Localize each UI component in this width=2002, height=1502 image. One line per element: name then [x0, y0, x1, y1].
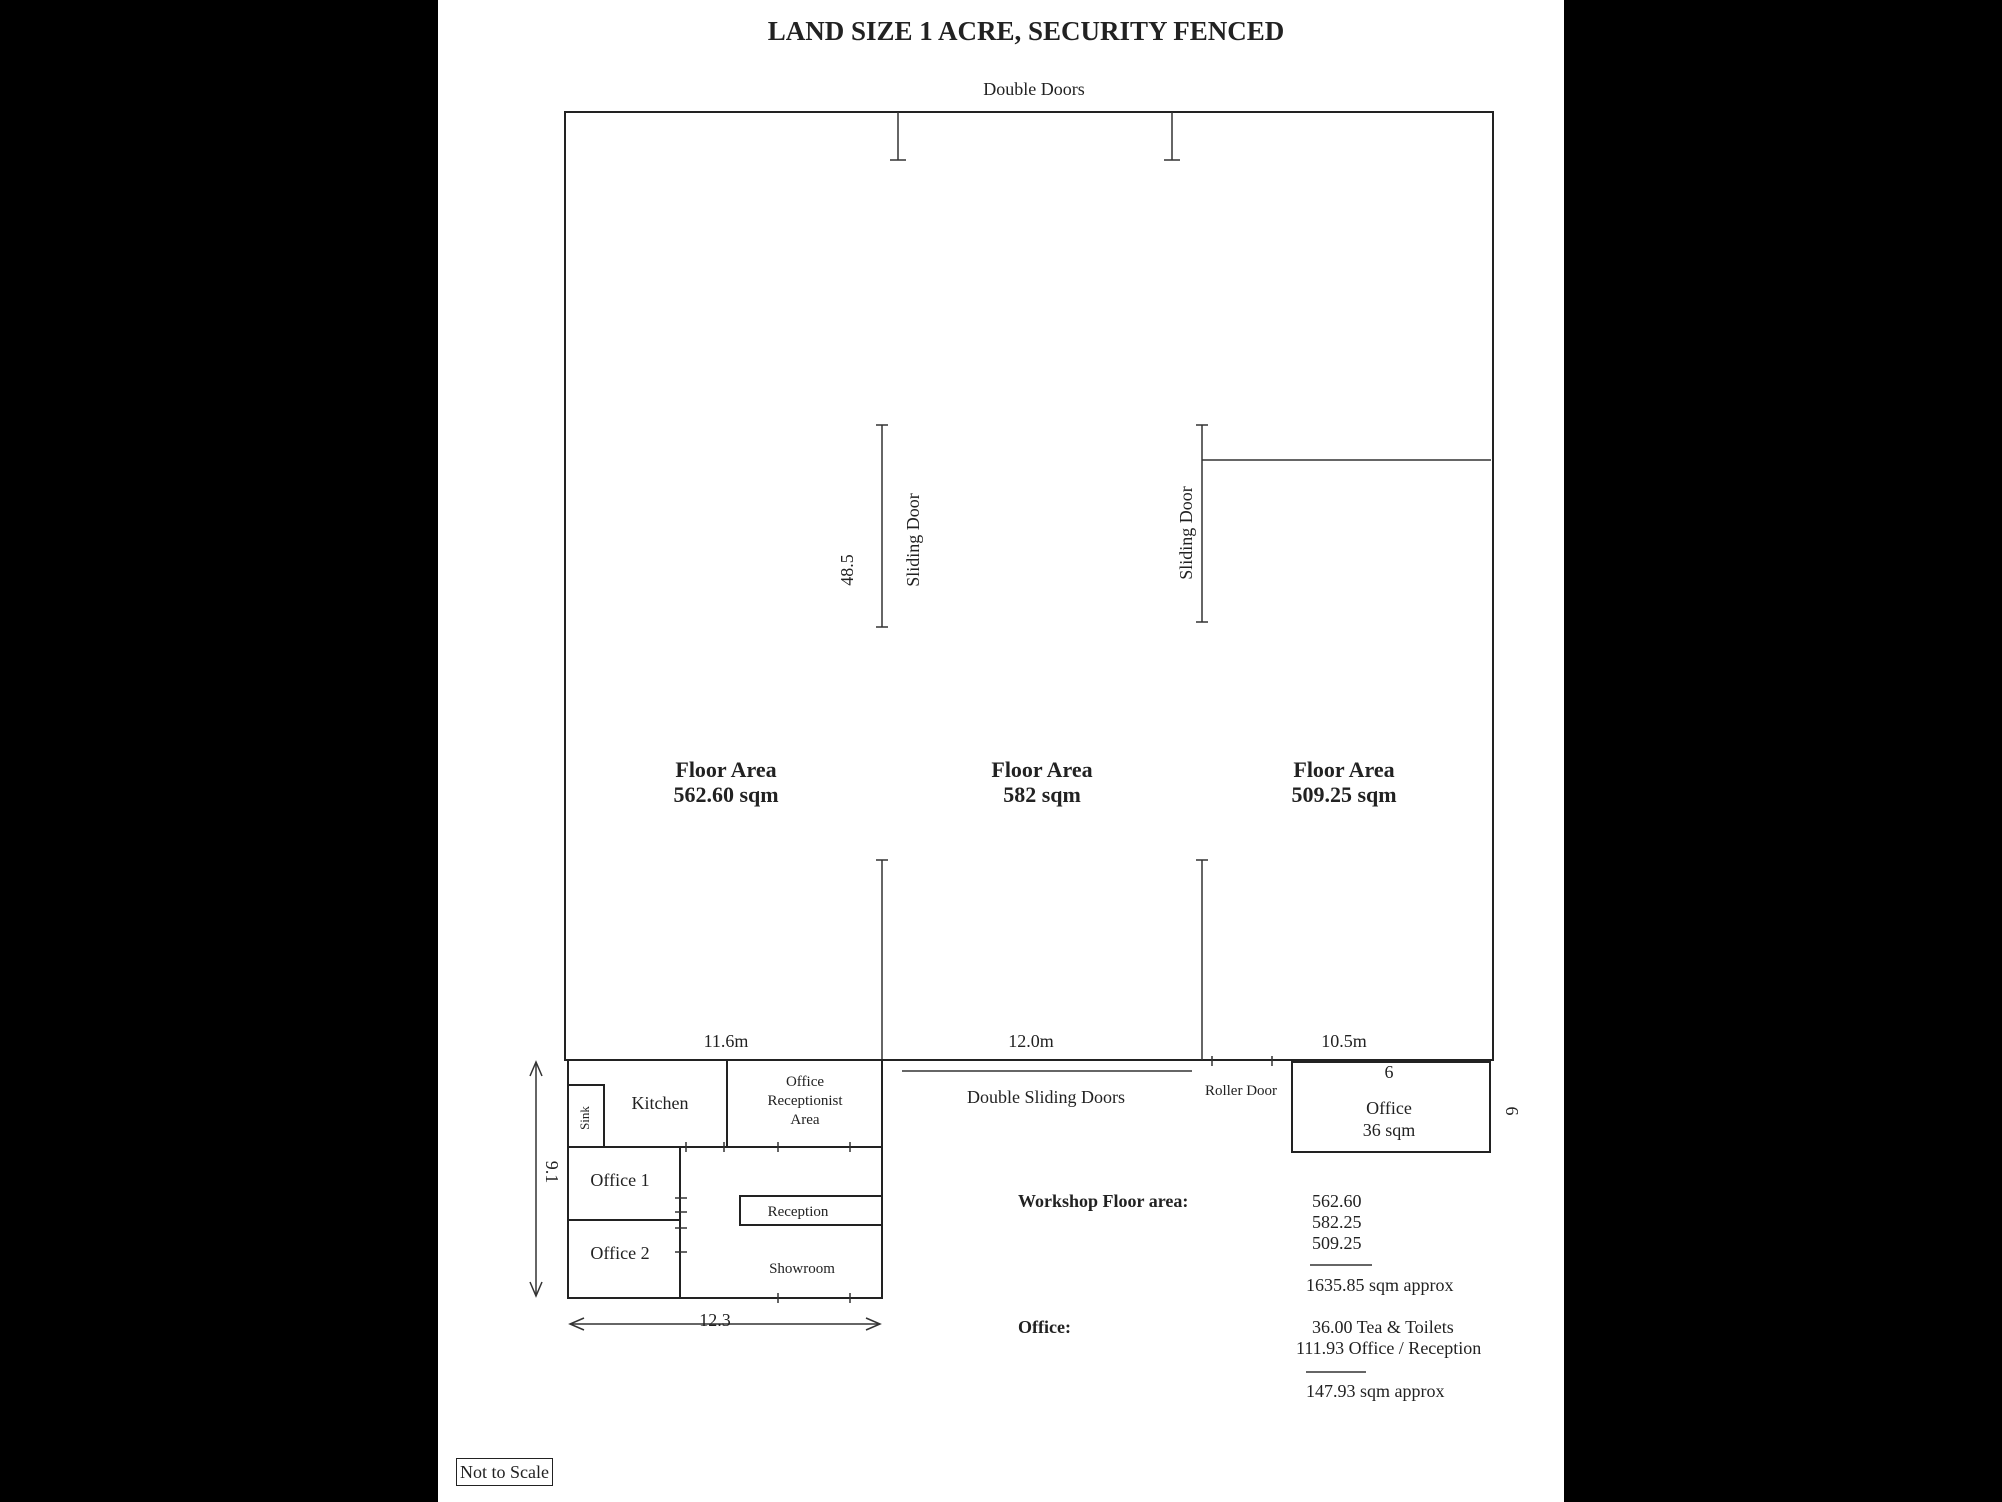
right-partition	[1196, 425, 1491, 1060]
length-dimension: 48.5	[837, 554, 857, 586]
sink-label: Sink	[577, 1106, 592, 1130]
office-value-2: 111.93 Office / Reception	[1296, 1338, 1482, 1358]
office-block-label: Office	[1366, 1098, 1412, 1118]
workshop-heading: Workshop Floor area:	[1018, 1191, 1189, 1211]
workshop-value-3: 509.25	[1312, 1233, 1362, 1253]
office-total: 147.93 sqm approx	[1306, 1381, 1445, 1401]
office2-label: Office 2	[590, 1243, 650, 1263]
not-to-scale-note: Not to Scale	[456, 1458, 553, 1486]
annex-height-dim: 9.1	[542, 1160, 562, 1184]
office-receptionist-line2: Receptionist	[767, 1093, 843, 1109]
width-left: 11.6m	[703, 1031, 749, 1051]
office-block-side-dim: 6	[1502, 1106, 1522, 1116]
workshop-value-2: 582.25	[1312, 1212, 1362, 1232]
plan-title: LAND SIZE 1 ACRE, SECURITY FENCED	[767, 16, 1285, 46]
office-block-area: 36 sqm	[1362, 1120, 1416, 1140]
office-receptionist-line1: Office	[785, 1074, 825, 1090]
height-dimension-arrow	[530, 1062, 542, 1296]
double-doors-label: Double Doors	[983, 79, 1085, 99]
office1-label: Office 1	[590, 1170, 650, 1190]
width-right: 10.5m	[1321, 1031, 1367, 1051]
workshop-value-1: 562.60	[1312, 1191, 1362, 1211]
sliding-door-left-label: Sliding Door	[903, 493, 923, 587]
floor-area-1-label: Floor Area	[675, 757, 777, 782]
showroom-label: Showroom	[769, 1261, 835, 1277]
office-block-top-dim: 6	[1384, 1062, 1394, 1082]
reception-label: Reception	[767, 1204, 829, 1220]
floor-area-3-label: Floor Area	[1293, 757, 1395, 782]
workshop-total: 1635.85 sqm approx	[1306, 1275, 1454, 1295]
floor-area-2-label: Floor Area	[991, 757, 1093, 782]
annex-door-ticks	[675, 1142, 850, 1303]
left-partition	[876, 425, 888, 1060]
floor-area-1-value: 562.60 sqm	[673, 782, 779, 807]
kitchen-label: Kitchen	[631, 1093, 689, 1113]
office-value-1: 36.00 Tea & Toilets	[1312, 1317, 1454, 1337]
annex-width-dim: 12.3	[699, 1310, 731, 1330]
sliding-door-right-label: Sliding Door	[1176, 486, 1196, 580]
double-sliding-doors-label: Double Sliding Doors	[966, 1087, 1126, 1107]
building-outline	[565, 112, 1493, 1060]
width-middle: 12.0m	[1008, 1031, 1054, 1051]
roller-door-label: Roller Door	[1204, 1083, 1278, 1099]
office-heading: Office:	[1018, 1317, 1071, 1337]
office-receptionist-line3: Area	[790, 1112, 820, 1128]
double-door-marks	[890, 112, 1180, 160]
floor-area-3-value: 509.25 sqm	[1291, 782, 1397, 807]
floor-area-2-value: 582 sqm	[1003, 782, 1081, 807]
